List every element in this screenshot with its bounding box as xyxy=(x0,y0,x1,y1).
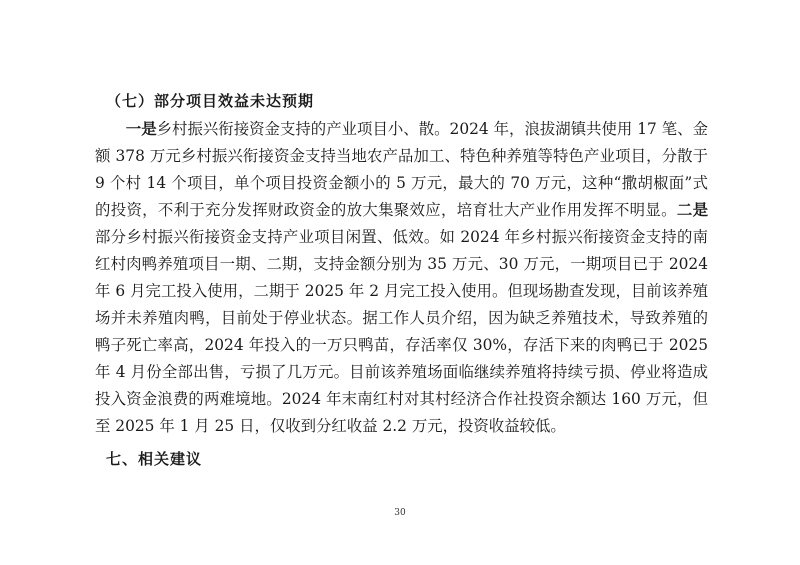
lead-first: 一是 xyxy=(125,120,157,138)
body-paragraph xyxy=(95,116,708,440)
section-heading: 七、相关建议 xyxy=(106,450,203,468)
paragraph-text-second: 部分乡村振兴衔接资金支持产业项目闲置、低效。如 2024 年乡村振兴衔接资金支持的南红村肉鸭养殖项目一期、二期，支持金额分别为 35 万元、30 万元，一期项目已于 2024 年 6 月完工投入使用，二期于 2025 年 2 月完工投入使用。但现场勘查发现，目前该养殖场并未养殖肉鸭，目前处于停业状态。据工作人员介绍，因为缺乏养殖技术，导致养殖的鸭子死亡率高，2024 年投入的一万只鸭苗，存活率仅 30%，存活下来的肉鸭已于 2025 年 4 月份全部出售，亏损了几万元。目前该养殖场面临继续养殖将持续亏损、停业将造成投入资金浪费的两难境地。2024 年末南红村对其村经济合作社投资余额达 160 万元，但至 2025 年 1 月 25 日，仅收到分红收益 2.2 万元，投资收益较低。 xyxy=(95,228,708,435)
paragraph-text-first: 乡村振兴衔接资金支持的产业项目小、散。2024 年，浪拔湖镇共使用 17 笔、金额 378 万元乡村振兴衔接资金支持当地农产品加工、特色种养殖等特色产业项目，分散于 9 个村 14 个项目，单个项目投资金额小的 5 万元，最大的 70 万元，这种“撒胡椒面”式的投资，不利于充分发挥财政资金的放大集聚效应，培育壮大产业作用发挥不明显。 xyxy=(95,120,708,219)
subheading: （七）部分项目效益未达预期 xyxy=(106,92,315,110)
page-number: 30 xyxy=(394,508,406,518)
lead-second: 二是 xyxy=(676,201,708,219)
